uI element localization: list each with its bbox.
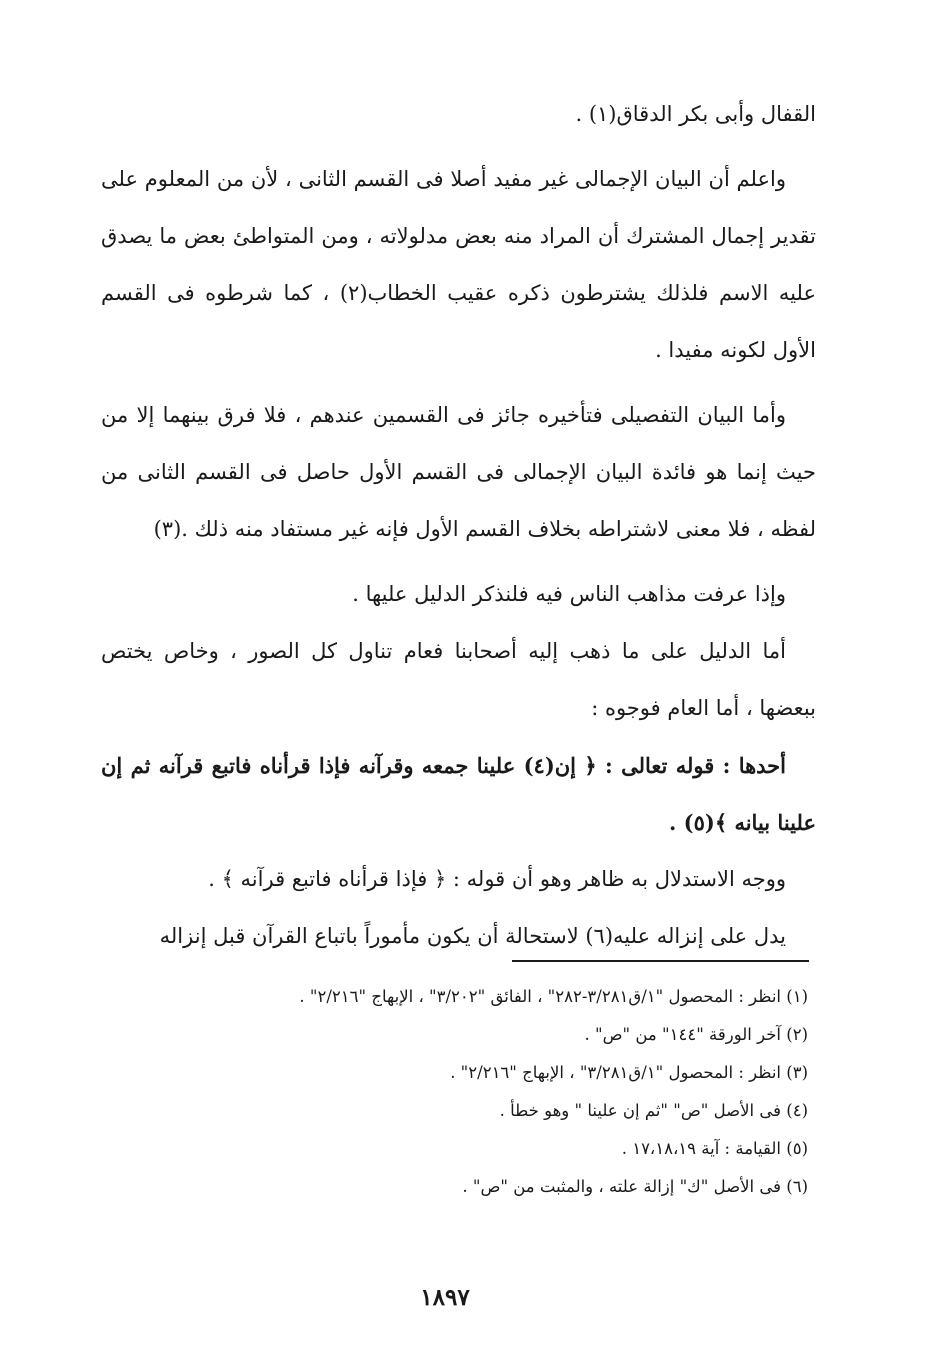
paragraph-3: وأما البيان التفصيلى فتأخيره جائز فى القسمين عندهم ، فلا فرق بينهما إلا من حيث إنما هو فائدة البيان الإجمالى فى القسم الأول حاصل فى القسم الثانى من لفظه ، فلا معنى لاشتراطه بخلاف القسم الأول فإنه غير مستفاد منه ذلك .(٣)	[101, 403, 816, 541]
footnote-3: (٣) انظر : المحصول "١/ق٣/٢٨١" ، الإبهاج "٢/٢١٦" .	[450, 1063, 808, 1082]
footnote-divider	[512, 960, 809, 962]
paragraph-2: واعلم أن البيان الإجمالى غير مفيد أصلا فى القسم الثانى ، لأن من المعلوم على تقدير إجمال المشترك أن المراد منه بعض مدلولاته ، ومن المتواطئ بعض ما يصدق عليه الاسم فلذلك يشترطون ذكره عقيب الخطاب(٢) ، كما شرطوه فى القسم الأول لكونه مفيدا .	[101, 167, 816, 362]
footnote-1: (١) انظر : المحصول "١/ق٣/٢٨١-٢٨٢" ، الفائق "٣/٢٠٢" ، الإبهاج "٢/٢١٦" .	[299, 987, 808, 1006]
paragraph-7: ووجه الاستدلال به ظاهر وهو أن قوله : ﴿ فإذا قرأناه فاتبع قرآنه ﴾ .	[208, 867, 786, 891]
paragraph-1: القفال وأبى بكر الدقاق(١) .	[575, 102, 816, 126]
footnote-4: (٤) فى الأصل "ص" "ثم إن علينا " وهو خطأ .	[499, 1101, 808, 1120]
footnote-5: (٥) القيامة : آية ١٧،١٨،١٩ .	[621, 1139, 808, 1158]
paragraph-4: وإذا عرفت مذاهب الناس فيه فلنذكر الدليل عليها .	[352, 582, 786, 606]
paragraph-8: يدل على إنزاله عليه(٦) لاستحالة أن يكون مأموراً باتباع القرآن قبل إنزاله	[159, 924, 786, 948]
footnotes-block	[96, 978, 808, 1206]
footnote-6: (٦) فى الأصل "ك" إزالة علته ، والمثبت من "ص" .	[462, 1177, 808, 1196]
footnote-2: (٢) آخر الورقة "١٤٤" من "ص" .	[584, 1025, 808, 1044]
paragraph-5: أما الدليل على ما ذهب إليه أصحابنا فعام تناول كل الصور ، وخاص يختص ببعضها ، أما العام فوجوه :	[101, 639, 816, 720]
main-text-block	[101, 86, 816, 965]
page-number: ١٨٩٧	[420, 1284, 470, 1311]
paragraph-6: أحدها : قوله تعالى : ﴿ إن(٤) علينا جمعه وقرآنه فإذا قرأناه فاتبع قرآنه ثم إن علينا بيانه ﴾(٥) .	[101, 753, 816, 835]
